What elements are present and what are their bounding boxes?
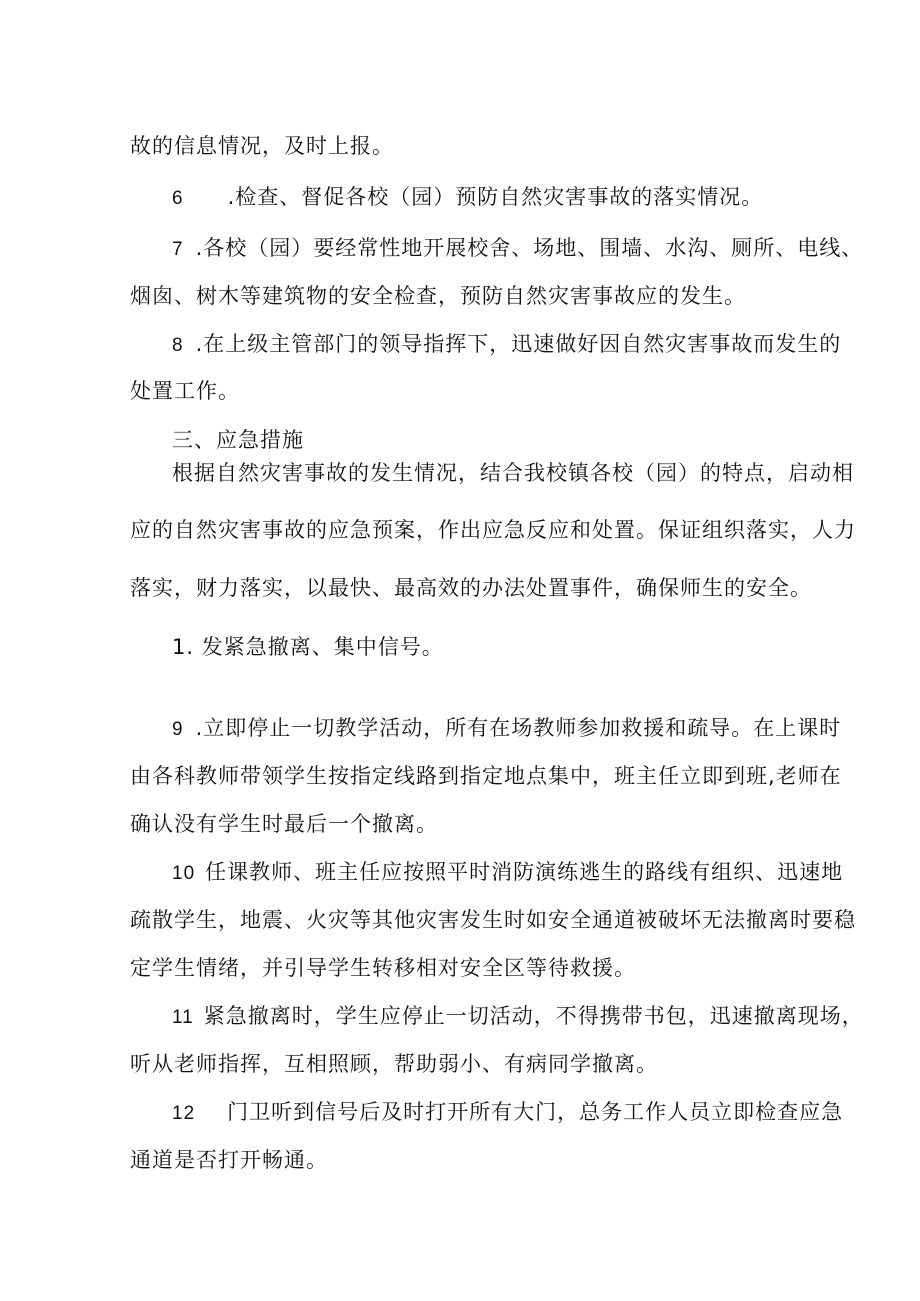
list-item-9 — [172, 714, 841, 744]
list-item-11 — [172, 1002, 864, 1032]
text-line — [172, 459, 854, 487]
line-text: 应的自然灾害事故的应急预案，作出应急反应和处置。保证组织落实，人力 — [130, 518, 856, 542]
line-text: 立即停止一切教学活动，所有在场教师参加救援和疏导。在上课时 — [203, 716, 842, 740]
line-text: 疏散学生，地震、火灾等其他灾害发生时如安全通道被破坏无法撤离时要稳 — [130, 908, 856, 932]
text-line — [130, 132, 394, 160]
line-text: 听从老师指挥，互相照顾，帮助弱小、有病同学撤离。 — [130, 1052, 658, 1076]
item-number: 7 — [172, 239, 184, 260]
text-line — [130, 954, 636, 982]
line-text: 在上级主管部门的领导指挥下，迅速做好因自然灾害事故而发生的 — [203, 332, 842, 356]
line-text: 门卫听到信号后及时打开所有大门，总务工作人员立即检查应急 — [227, 1100, 844, 1124]
line-text: 处置工作。 — [130, 379, 240, 403]
text-line — [130, 810, 438, 838]
text-line — [130, 1146, 328, 1174]
list-item-6 — [172, 183, 763, 213]
line-text: 通道是否打开畅通。 — [130, 1148, 328, 1172]
text-line — [130, 906, 856, 934]
section-title: 三、应急措施 — [172, 428, 304, 452]
item-dot: . — [195, 716, 204, 740]
item-number: 9 — [172, 719, 184, 740]
section-heading — [172, 426, 304, 454]
line-text: 紧急撤离时，学生应停止一切活动，不得携带书包，迅速撤离现场， — [203, 1004, 864, 1028]
line-text: 由各科教师带领学生按指定线路到指定地点集中，班主任立即到班,老师在 — [130, 764, 842, 788]
line-text: 任课教师、班主任应按照平时消防演练逃生的路线有组织、迅速地 — [205, 860, 844, 884]
list-item-7 — [172, 234, 863, 264]
list-item-12 — [172, 1098, 843, 1128]
line-text: 根据自然灾害事故的发生情况，结合我校镇各校（园）的特点，启动相 — [172, 461, 854, 485]
list-item-10 — [172, 858, 843, 888]
line-text: 烟囱、树木等建筑物的安全检查，预防自然灾害事故应的发生。 — [130, 284, 746, 308]
item-number: 6 — [172, 188, 184, 209]
text-line — [130, 1050, 658, 1078]
text-line — [130, 377, 240, 405]
text-line — [130, 282, 746, 310]
item-dot: . — [195, 236, 204, 260]
line-text: 定学生情绪，并引导学生转移相对安全区等待救援。 — [130, 956, 636, 980]
text-line — [130, 574, 812, 602]
line-text: 确认没有学生时最后一个撤离。 — [130, 812, 438, 836]
list-item-1 — [172, 633, 444, 661]
line-text: 各校（园）要经常性地开展校舍、场地、围墙、水沟、厕所、电线、 — [203, 236, 864, 260]
line-text: 故的信息情况，及时上报。 — [130, 134, 394, 158]
text-line — [130, 762, 842, 790]
item-number: 11 — [172, 1007, 194, 1028]
item-dot: . — [227, 185, 236, 209]
item-number: 10 — [172, 863, 196, 884]
item-number: 12 — [172, 1103, 196, 1124]
item-dot: . — [195, 332, 204, 356]
line-text: 落实，财力落实，以最快、最高效的办法处置事件，确保师生的安全。 — [130, 576, 812, 600]
line-text: 1. 发紧急撤离、集中信号。 — [172, 635, 444, 659]
text-line — [130, 516, 856, 544]
line-text: 检查、督促各校（园）预防自然灾害事故的落实情况。 — [235, 185, 764, 209]
item-number: 8 — [172, 335, 184, 356]
list-item-8 — [172, 330, 841, 360]
